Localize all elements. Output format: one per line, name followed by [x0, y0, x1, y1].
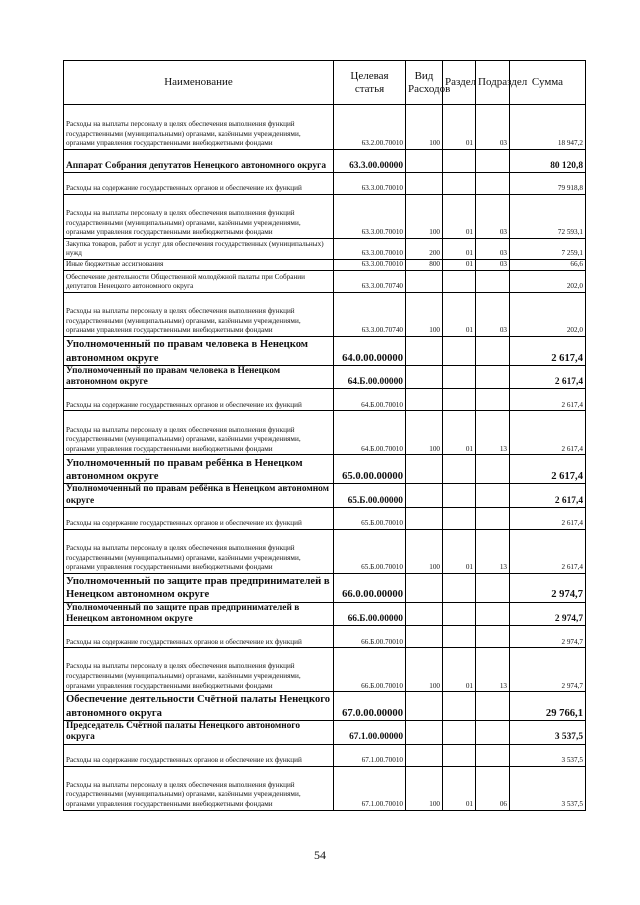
row-name: Расходы на выплаты персоналу в целях обеспечения выполнения функций государственными (муниципальными) органами, казёнными учреждениями, органами управления государственными внебюджетными фондами [64, 293, 334, 337]
row-name: Председатель Счётной палаты Ненецкого автономного округа [64, 721, 334, 744]
header-name: Наименование [64, 61, 334, 105]
table-row [64, 337, 586, 366]
row-expense-type [406, 150, 443, 173]
row-subsection [476, 389, 510, 411]
row-amount: 2 617,4 [510, 529, 586, 573]
row-amount: 7 259,1 [510, 239, 586, 260]
row-section [443, 337, 476, 366]
row-name: Расходы на выплаты персоналу в целях обеспечения выполнения функций государственными (муниципальными) органами, казёнными учреждениями, органами управления государственными внебюджетными фондами [64, 195, 334, 239]
row-amount: 202,0 [510, 293, 586, 337]
table-row [64, 105, 586, 150]
row-target-code: 63.3.00.00000 [334, 150, 406, 173]
row-name: Расходы на выплаты персоналу в целях обеспечения выполнения функций государственными (муниципальными) органами, казёнными учреждениями, органами управления государственными внебюджетными фондами [64, 648, 334, 692]
table-body [64, 105, 586, 811]
row-amount: 2 617,4 [510, 484, 586, 507]
row-subsection [476, 692, 510, 721]
row-section: 01 [443, 260, 476, 271]
table-row [64, 173, 586, 195]
row-name: Уполномоченный по правам человека в Ненецком автономном округе [64, 366, 334, 389]
row-name: Уполномоченный по правам ребёнка в Ненецком автономном округе [64, 455, 334, 484]
row-expense-type [406, 573, 443, 602]
row-subsection [476, 507, 510, 529]
row-subsection [476, 150, 510, 173]
row-subsection: 13 [476, 529, 510, 573]
row-section [443, 455, 476, 484]
table-row [64, 150, 586, 173]
row-section: 01 [443, 411, 476, 455]
row-name: Расходы на содержание государственных органов и обеспечение их функций [64, 626, 334, 648]
row-subsection [476, 721, 510, 744]
row-name: Закупка товаров, работ и услуг для обеспечения государственных (муниципальных) нужд [64, 239, 334, 260]
row-subsection: 03 [476, 293, 510, 337]
header-expense-type: Вид Расходов [406, 61, 443, 105]
table-row [64, 692, 586, 721]
row-expense-type: 800 [406, 260, 443, 271]
row-section: 01 [443, 105, 476, 150]
row-expense-type [406, 173, 443, 195]
row-target-code: 67.1.00.70010 [334, 766, 406, 810]
row-section [443, 271, 476, 293]
row-target-code: 66.0.00.00000 [334, 573, 406, 602]
table-row [64, 529, 586, 573]
row-section: 01 [443, 293, 476, 337]
row-amount: 2 617,4 [510, 389, 586, 411]
row-section: 01 [443, 648, 476, 692]
table-row [64, 626, 586, 648]
row-expense-type: 100 [406, 411, 443, 455]
table-row [64, 389, 586, 411]
row-amount: 3 537,5 [510, 721, 586, 744]
row-subsection: 06 [476, 766, 510, 810]
row-subsection: 03 [476, 195, 510, 239]
row-expense-type: 100 [406, 293, 443, 337]
table-row [64, 744, 586, 766]
row-expense-type [406, 721, 443, 744]
row-amount: 2 617,4 [510, 455, 586, 484]
row-target-code: 63.2.00.70010 [334, 105, 406, 150]
row-section [443, 626, 476, 648]
row-amount: 79 918,8 [510, 173, 586, 195]
row-section [443, 602, 476, 625]
row-amount: 2 974,7 [510, 573, 586, 602]
row-expense-type [406, 271, 443, 293]
row-amount: 3 537,5 [510, 744, 586, 766]
row-subsection [476, 602, 510, 625]
row-amount: 3 537,5 [510, 766, 586, 810]
table-row [64, 648, 586, 692]
header-section: Раздел [443, 61, 476, 105]
row-section [443, 484, 476, 507]
row-section [443, 744, 476, 766]
row-target-code: 66.Б.00.00000 [334, 602, 406, 625]
table-row [64, 271, 586, 293]
row-expense-type [406, 507, 443, 529]
table-row [64, 721, 586, 744]
row-amount: 72 593,1 [510, 195, 586, 239]
row-expense-type: 100 [406, 105, 443, 150]
row-name: Обеспечение деятельности Счётной палаты Ненецкого автономного округа [64, 692, 334, 721]
row-target-code: 63.3.00.70010 [334, 260, 406, 271]
row-section [443, 721, 476, 744]
row-expense-type [406, 366, 443, 389]
row-subsection [476, 744, 510, 766]
row-target-code: 63.3.00.70010 [334, 173, 406, 195]
row-target-code: 63.3.00.70010 [334, 195, 406, 239]
row-subsection [476, 626, 510, 648]
row-name: Расходы на содержание государственных органов и обеспечение их функций [64, 744, 334, 766]
row-target-code: 65.Б.00.70010 [334, 529, 406, 573]
row-section: 01 [443, 766, 476, 810]
table-row [64, 766, 586, 810]
row-subsection [476, 573, 510, 602]
row-section [443, 150, 476, 173]
row-subsection: 13 [476, 411, 510, 455]
row-target-code: 64.Б.00.00000 [334, 366, 406, 389]
table-row [64, 484, 586, 507]
row-amount: 2 617,4 [510, 411, 586, 455]
row-subsection: 03 [476, 239, 510, 260]
row-subsection: 03 [476, 105, 510, 150]
row-expense-type [406, 455, 443, 484]
row-name: Расходы на выплаты персоналу в целях обеспечения выполнения функций государственными (муниципальными) органами, казёнными учреждениями, органами управления государственными внебюджетными фондами [64, 105, 334, 150]
row-target-code: 65.0.00.00000 [334, 455, 406, 484]
header-target: Целевая статья [334, 61, 406, 105]
row-section: 01 [443, 529, 476, 573]
row-target-code: 63.3.00.70740 [334, 271, 406, 293]
row-amount: 2 974,7 [510, 602, 586, 625]
row-section [443, 366, 476, 389]
row-target-code: 65.Б.00.00000 [334, 484, 406, 507]
row-expense-type [406, 602, 443, 625]
row-name: Расходы на содержание государственных органов и обеспечение их функций [64, 173, 334, 195]
row-target-code: 64.0.00.00000 [334, 337, 406, 366]
row-amount: 80 120,8 [510, 150, 586, 173]
row-name: Расходы на выплаты персоналу в целях обеспечения выполнения функций государственными (муниципальными) органами, казёнными учреждениями, органами управления государственными внебюджетными фондами [64, 411, 334, 455]
row-target-code: 63.3.00.70740 [334, 293, 406, 337]
row-amount: 2 617,4 [510, 337, 586, 366]
row-subsection [476, 455, 510, 484]
row-section [443, 573, 476, 602]
row-name: Аппарат Собрания депутатов Ненецкого автономного округа [64, 150, 334, 173]
row-target-code: 66.Б.00.70010 [334, 648, 406, 692]
row-expense-type [406, 692, 443, 721]
row-amount: 18 947,2 [510, 105, 586, 150]
row-name: Уполномоченный по защите прав предпринимателей в Ненецком автономном округе [64, 573, 334, 602]
row-name: Расходы на содержание государственных органов и обеспечение их функций [64, 389, 334, 411]
row-target-code: 64.Б.00.70010 [334, 411, 406, 455]
row-amount: 2 617,4 [510, 507, 586, 529]
row-expense-type [406, 484, 443, 507]
row-expense-type: 100 [406, 195, 443, 239]
row-name: Расходы на содержание государственных органов и обеспечение их функций [64, 507, 334, 529]
row-section: 01 [443, 195, 476, 239]
row-subsection: 13 [476, 648, 510, 692]
row-expense-type: 100 [406, 766, 443, 810]
table-row [64, 260, 586, 271]
row-target-code: 67.0.00.00000 [334, 692, 406, 721]
row-section [443, 692, 476, 721]
header-amount: Сумма [510, 61, 586, 105]
row-name: Расходы на выплаты персоналу в целях обеспечения выполнения функций государственными (муниципальными) органами, казёнными учреждениями, органами управления государственными внебюджетными фондами [64, 766, 334, 810]
table-row [64, 195, 586, 239]
row-subsection [476, 173, 510, 195]
row-name: Уполномоченный по правам ребёнка в Ненецком автономном округе [64, 484, 334, 507]
row-name: Иные бюджетные ассигнования [64, 260, 334, 271]
row-expense-type: 200 [406, 239, 443, 260]
page-number: 54 [314, 848, 326, 862]
row-target-code: 64.Б.00.70010 [334, 389, 406, 411]
row-target-code: 66.Б.00.70010 [334, 626, 406, 648]
row-amount: 2 974,7 [510, 648, 586, 692]
row-amount: 2 974,7 [510, 626, 586, 648]
row-target-code: 67.1.00.00000 [334, 721, 406, 744]
table-row [64, 602, 586, 625]
row-expense-type [406, 626, 443, 648]
budget-table [63, 60, 586, 811]
header-subsection: Подраздел [476, 61, 510, 105]
table-row [64, 366, 586, 389]
table-row [64, 507, 586, 529]
table-header-row [64, 61, 586, 105]
row-name: Расходы на выплаты персоналу в целях обеспечения выполнения функций государственными (муниципальными) органами, казёнными учреждениями, органами управления государственными внебюджетными фондами [64, 529, 334, 573]
row-subsection [476, 366, 510, 389]
row-name: Обеспечение деятельности Общественной молодёжной палаты при Собрании депутатов Ненецкого автономного округа [64, 271, 334, 293]
row-name: Уполномоченный по защите прав предпринимателей в Ненецком автономном округе [64, 602, 334, 625]
row-amount: 29 766,1 [510, 692, 586, 721]
row-section: 01 [443, 239, 476, 260]
row-expense-type: 100 [406, 648, 443, 692]
table-row [64, 573, 586, 602]
row-section [443, 389, 476, 411]
row-name: Уполномоченный по правам человека в Ненецком автономном округе [64, 337, 334, 366]
row-subsection [476, 271, 510, 293]
row-subsection: 03 [476, 260, 510, 271]
row-target-code: 67.1.00.70010 [334, 744, 406, 766]
row-subsection [476, 484, 510, 507]
row-target-code: 63.3.00.70010 [334, 239, 406, 260]
row-amount: 66,6 [510, 260, 586, 271]
row-section [443, 173, 476, 195]
row-target-code: 65.Б.00.70010 [334, 507, 406, 529]
row-subsection [476, 337, 510, 366]
table-row [64, 411, 586, 455]
row-expense-type: 100 [406, 529, 443, 573]
row-amount: 202,0 [510, 271, 586, 293]
row-expense-type [406, 744, 443, 766]
table-row [64, 293, 586, 337]
row-amount: 2 617,4 [510, 366, 586, 389]
row-expense-type [406, 337, 443, 366]
row-expense-type [406, 389, 443, 411]
table-row [64, 239, 586, 260]
row-section [443, 507, 476, 529]
table-row [64, 455, 586, 484]
